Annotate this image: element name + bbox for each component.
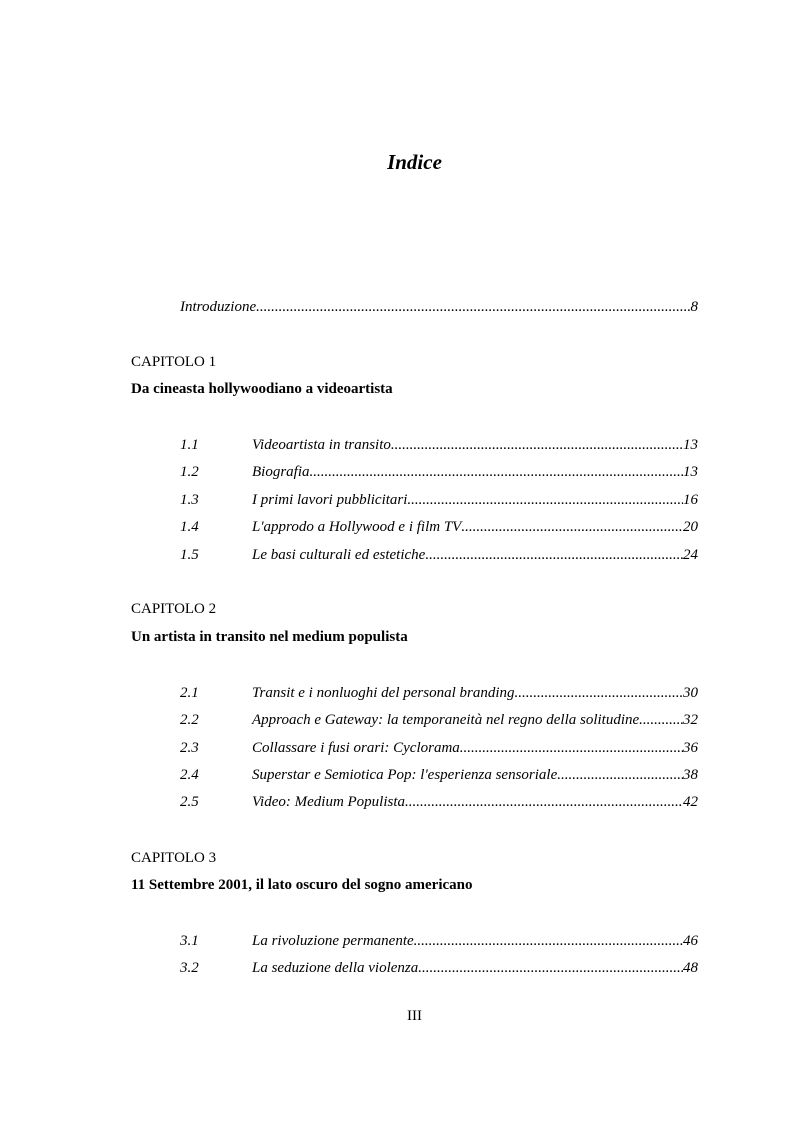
toc-entry-number: 1.3 (180, 492, 199, 508)
toc-leader-dots (310, 461, 683, 483)
toc-entry-title: Biografia (252, 464, 310, 480)
toc-leader-dots (639, 709, 683, 731)
toc-entry[interactable] (180, 544, 698, 566)
toc-entry[interactable] (180, 709, 698, 731)
toc-entry-page: 32 (683, 712, 698, 728)
toc-leader-dots (391, 434, 683, 456)
toc-entry-title: Superstar e Semiotica Pop: l'esperienza sensoriale (252, 767, 558, 783)
chapter-title: 11 Settembre 2001, il lato oscuro del sogno americano (131, 877, 473, 893)
page-number: III (407, 1008, 422, 1024)
toc-entry-page: 13 (683, 464, 698, 480)
toc-entry-title: Videoartista in transito (252, 437, 391, 453)
toc-entry-page: 48 (683, 960, 698, 976)
toc-entry[interactable] (180, 489, 698, 511)
toc-entry-title: Introduzione (180, 299, 257, 315)
toc-entry-introduction[interactable] (180, 296, 698, 318)
toc-entry-number: 1.5 (180, 547, 199, 563)
chapter-label: CAPITOLO 3 (131, 850, 217, 866)
toc-entry-number: 2.1 (180, 685, 199, 701)
toc-leader-dots (256, 296, 690, 318)
toc-entry-page: 24 (683, 547, 698, 563)
toc-entry-page: 13 (683, 437, 698, 453)
chapter-label: CAPITOLO 2 (131, 601, 217, 617)
toc-leader-dots (418, 957, 683, 979)
toc-entry[interactable] (180, 516, 698, 538)
toc-entry-number: 3.2 (180, 960, 199, 976)
toc-entry[interactable] (180, 434, 698, 456)
toc-entry-page: 36 (683, 740, 698, 756)
toc-entry-title: Approach e Gateway: la temporaneità nel regno della solitudine (252, 712, 640, 728)
toc-leader-dots (461, 516, 683, 538)
page-title: Indice (387, 150, 442, 174)
toc-leader-dots (407, 489, 683, 511)
toc-entry-title: La seduzione della violenza (252, 960, 419, 976)
toc-entry[interactable] (180, 930, 698, 952)
toc-entry-title: I primi lavori pubblicitari (252, 492, 408, 508)
chapter-title: Da cineasta hollywoodiano a videoartista (131, 381, 393, 397)
toc-entry[interactable] (180, 682, 698, 704)
toc-leader-dots (515, 682, 683, 704)
toc-entry-page: 38 (683, 767, 698, 783)
toc-entry-title: L'approdo a Hollywood e i film TV (252, 519, 462, 535)
toc-leader-dots (414, 930, 683, 952)
toc-leader-dots (425, 544, 683, 566)
toc-leader-dots (460, 737, 683, 759)
toc-entry-title: Video: Medium Populista (252, 794, 406, 810)
toc-entry-number: 2.4 (180, 767, 199, 783)
toc-entry-number: 1.2 (180, 464, 199, 480)
toc-entry-title: Le basi culturali ed estetiche (252, 547, 426, 563)
toc-entry[interactable] (180, 764, 698, 786)
toc-entry-title: Transit e i nonluoghi del personal branding (252, 685, 515, 701)
toc-entry-page: 30 (683, 685, 698, 701)
toc-entry[interactable] (180, 957, 698, 979)
toc-leader-dots (557, 764, 683, 786)
toc-entry-page: 46 (683, 933, 698, 949)
toc-entry-page: 16 (683, 492, 698, 508)
toc-entry-title: Collassare i fusi orari: Cyclorama (252, 740, 460, 756)
toc-entry[interactable] (180, 791, 698, 813)
toc-entry-page: 20 (683, 519, 698, 535)
chapter-label: CAPITOLO 1 (131, 354, 217, 370)
toc-entry-page: 8 (690, 299, 698, 315)
toc-entry-number: 3.1 (180, 933, 199, 949)
toc-entry[interactable] (180, 737, 698, 759)
toc-entry-number: 2.5 (180, 794, 199, 810)
toc-entry-page: 42 (683, 794, 698, 810)
toc-leader-dots (405, 791, 683, 813)
toc-entry-title: La rivoluzione permanente (252, 933, 414, 949)
toc-entry-number: 2.3 (180, 740, 199, 756)
toc-entry-number: 1.4 (180, 519, 199, 535)
toc-entry-number: 2.2 (180, 712, 199, 728)
toc-entry[interactable] (180, 461, 698, 483)
toc-entry-number: 1.1 (180, 437, 199, 453)
chapter-title: Un artista in transito nel medium populista (131, 629, 408, 645)
